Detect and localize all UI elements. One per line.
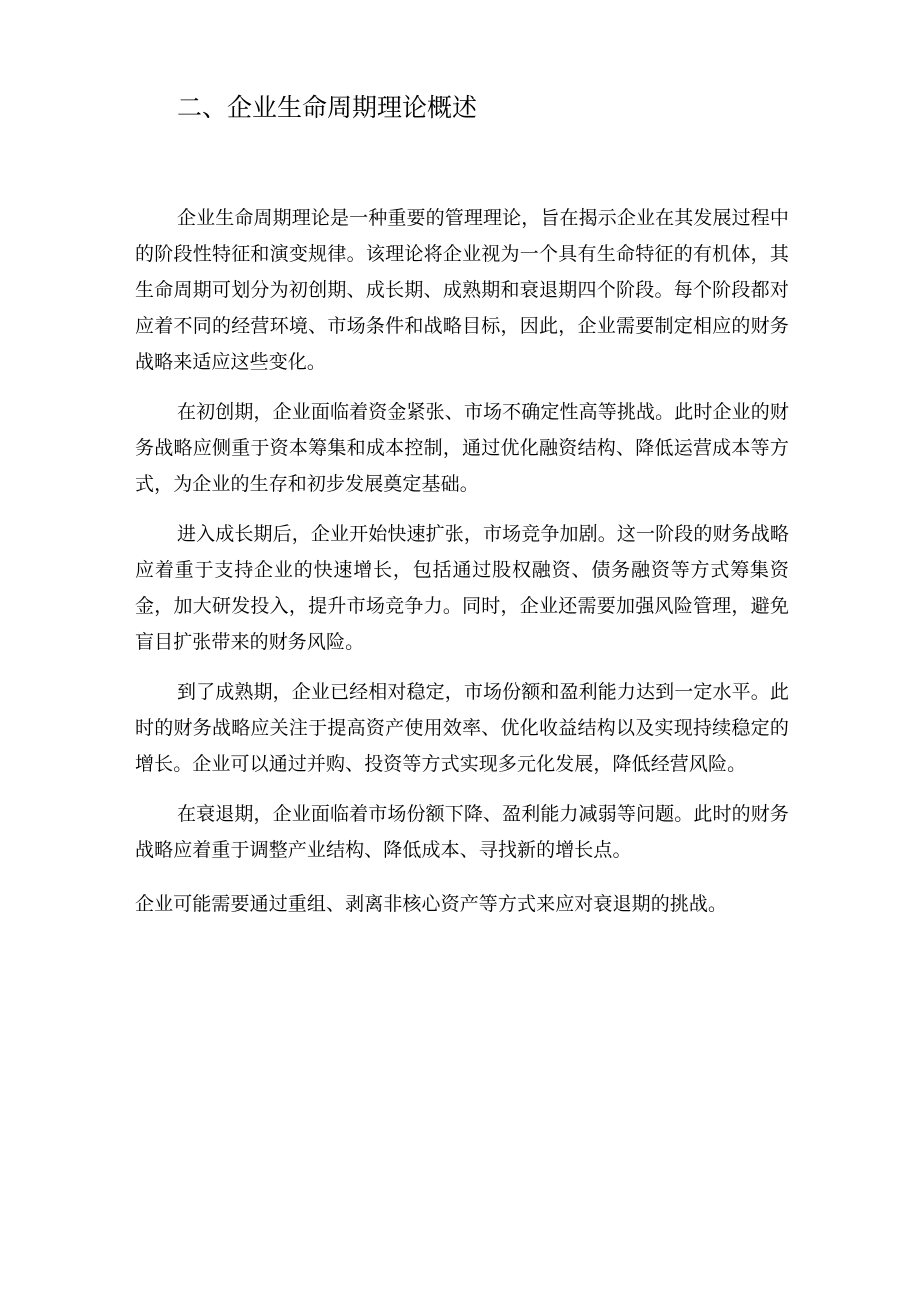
paragraph-maturity-stage: 到了成熟期，企业已经相对稳定，市场份额和盈利能力达到一定水平。此时的财务战略应关注于提高资产使用效率、优化收益结构以及实现持续稳定的增长。企业可以通过并购、投资等方式实现多元化发展，降低经营风险。 (135, 681, 789, 775)
document-body (135, 200, 789, 922)
paragraph-decline-continued: 企业可能需要通过重组、剥离非核心资产等方式来应对衰退期的挑战。 (135, 893, 728, 915)
paragraph-overview: 企业生命周期理论是一种重要的管理理论，旨在揭示企业在其发展过程中的阶段性特征和演变规律。该理论将企业视为一个具有生命特征的有机体，其生命周期可划分为初创期、成长期、成熟期和衰退期四个阶段。每个阶段都对应着不同的经营环境、市场条件和战略目标，因此，企业需要制定相应的财务战略来适应这些变化。 (135, 207, 789, 373)
section-heading: 二、企业生命周期理论概述 (177, 93, 478, 122)
paragraph-decline-stage: 在衰退期，企业面临着市场份额下降、盈利能力减弱等问题。此时的财务战略应着重于调整产业结构、降低成本、寻找新的增长点。 (135, 803, 789, 861)
paragraph-startup-stage: 在初创期，企业面临着资金紧张、市场不确定性高等挑战。此时企业的财务战略应侧重于资本筹集和成本控制，通过优化融资结构、降低运营成本等方式，为企业的生存和初步发展奠定基础。 (135, 401, 789, 495)
paragraph-growth-stage: 进入成长期后，企业开始快速扩张，市场竞争加剧。这一阶段的财务战略应着重于支持企业的快速增长，包括通过股权融资、债务融资等方式筹集资金，加大研发投入，提升市场竞争力。同时，企业还需要加强风险管理，避免盲目扩张带来的财务风险。 (135, 523, 789, 653)
